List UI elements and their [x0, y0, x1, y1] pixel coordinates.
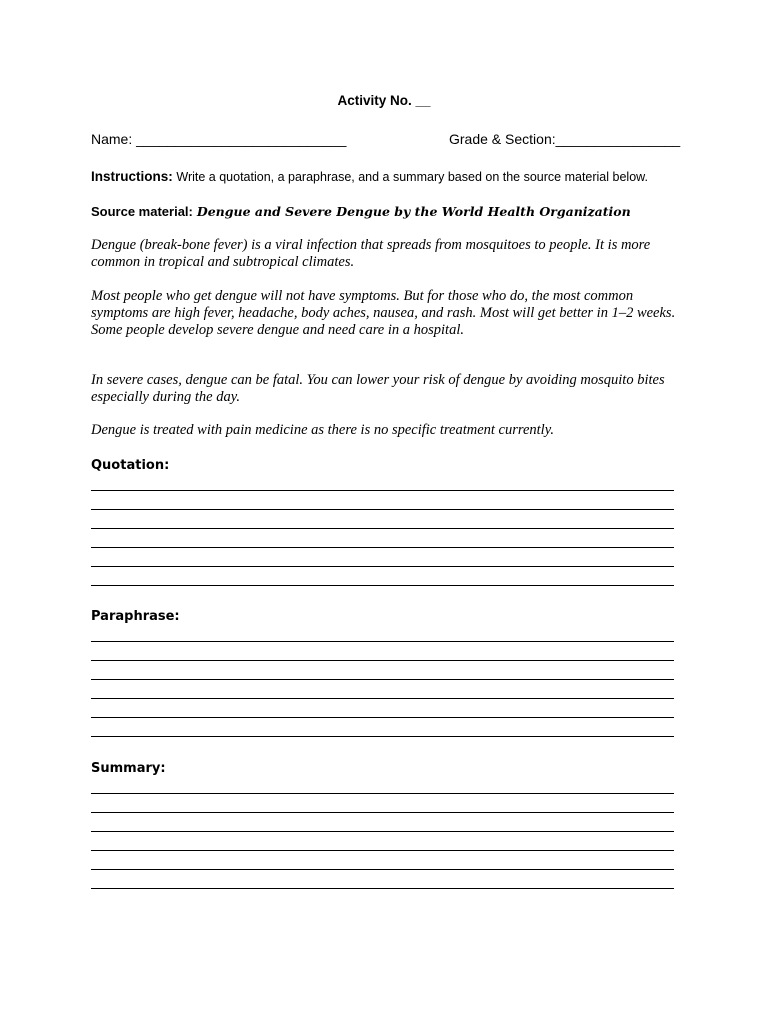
- source-material-title: Dengue and Severe Dengue by the World Health Organization: [196, 204, 631, 219]
- answer-line[interactable]: [91, 717, 674, 718]
- source-paragraph: In severe cases, dengue can be fatal. You can lower your risk of dengue by avoiding mosquito bites especially during the day.: [91, 372, 665, 405]
- answer-line[interactable]: [91, 812, 674, 813]
- source-material-heading: [91, 203, 631, 221]
- answer-line[interactable]: [91, 736, 674, 737]
- answer-line[interactable]: [91, 641, 674, 642]
- answer-line[interactable]: [91, 566, 674, 567]
- paraphrase-heading: Paraphrase:: [91, 609, 180, 624]
- quotation-heading: Quotation:: [91, 458, 170, 473]
- name-field[interactable]: Name: ___________________________: [91, 131, 347, 147]
- summary-answer-area[interactable]: [91, 793, 674, 907]
- answer-line[interactable]: [91, 698, 674, 699]
- answer-line[interactable]: [91, 585, 674, 586]
- source-paragraph: Dengue (break-bone fever) is a viral infection that spreads from mosquitoes to people. It is more common in tropical and subtropical climates.: [91, 237, 651, 270]
- source-paragraph: Dengue is treated with pain medicine as there is no specific treatment currently.: [91, 422, 554, 438]
- instructions-label: Instructions:: [91, 169, 173, 184]
- quotation-answer-area[interactable]: [91, 490, 674, 604]
- answer-line[interactable]: [91, 547, 674, 548]
- answer-line[interactable]: [91, 528, 674, 529]
- source-material-label: Source material:: [91, 204, 193, 219]
- answer-line[interactable]: [91, 869, 674, 870]
- answer-line[interactable]: [91, 490, 674, 491]
- source-paragraph: Most people who get dengue will not have symptoms. But for those who do, the most common symptoms are high fever, headache, body aches, nausea, and rash. Most will get better in 1–2 weeks. Some people develop severe dengue and need care in a hospital.: [91, 288, 676, 338]
- summary-heading: Summary:: [91, 761, 166, 776]
- answer-line[interactable]: [91, 850, 674, 851]
- answer-line[interactable]: [91, 679, 674, 680]
- answer-line[interactable]: [91, 509, 674, 510]
- instructions: [91, 169, 648, 184]
- answer-line[interactable]: [91, 888, 674, 889]
- answer-line[interactable]: [91, 660, 674, 661]
- grade-section-field[interactable]: Grade & Section:________________: [449, 131, 681, 147]
- paraphrase-answer-area[interactable]: [91, 641, 674, 755]
- activity-title: Activity No. __: [337, 93, 431, 108]
- answer-line[interactable]: [91, 831, 674, 832]
- answer-line[interactable]: [91, 793, 674, 794]
- instructions-text: Write a quotation, a paraphrase, and a summary based on the source material below.: [176, 170, 648, 184]
